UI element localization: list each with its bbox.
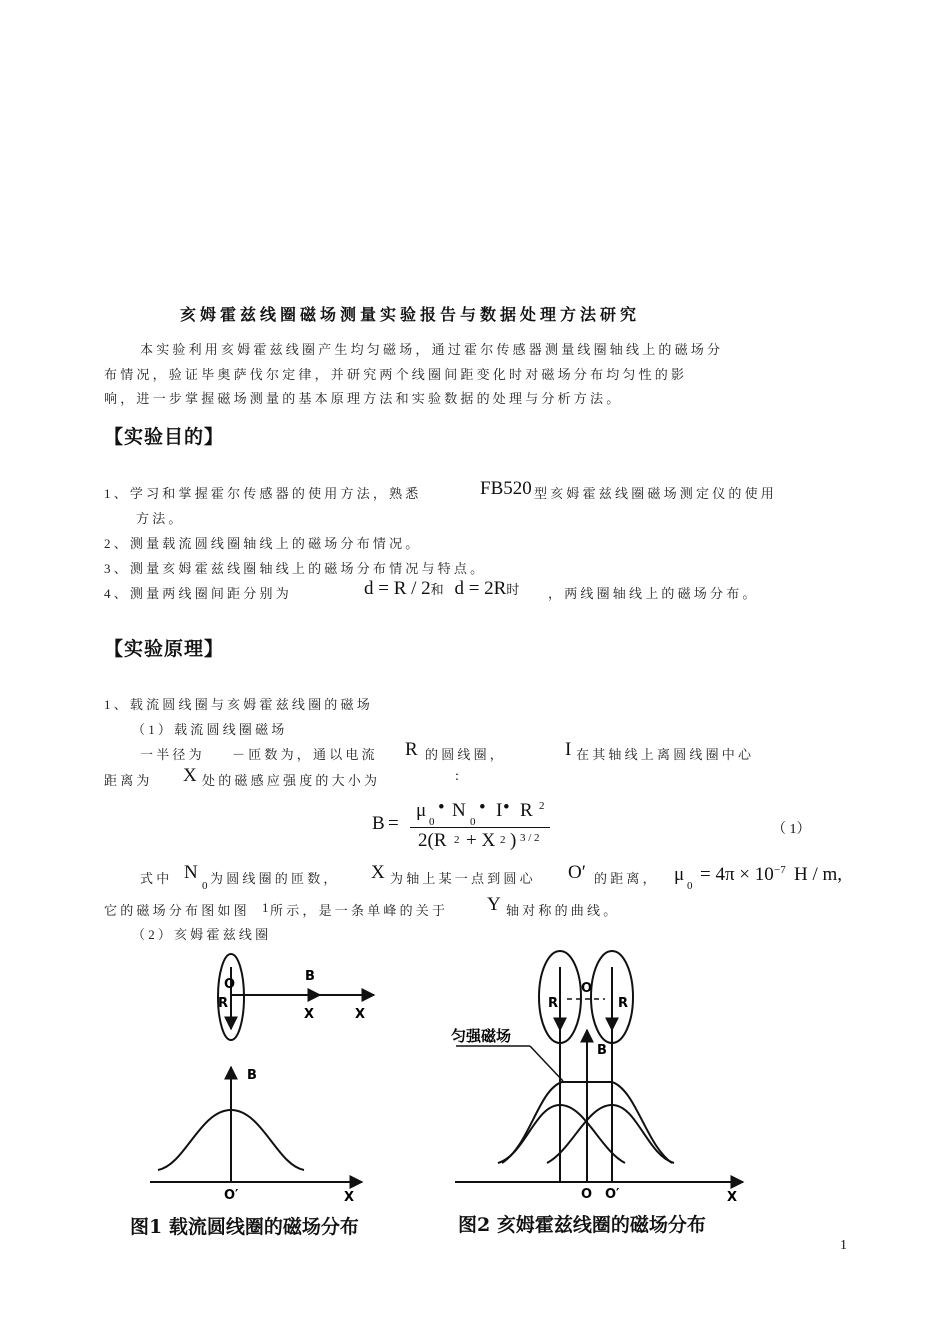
symbol-N0: N: [184, 862, 198, 883]
figure-1: [140, 945, 380, 1245]
intro-line-2: 布情况，验证毕奥萨伐尔定律，并研究两个线圈间距变化时对磁场分布均匀性的影: [104, 368, 688, 383]
objective-1-text-a: 、学习和掌握霍尔传感器的使用方法，熟悉: [113, 487, 422, 502]
symbol-X: X: [183, 765, 197, 786]
intro-line-3: 响，进一步掌握磁场测量的基本原理方法和实验数据的处理与分析方法。: [104, 392, 623, 407]
mu0-unit: H / m,: [794, 864, 843, 885]
principle-1b-b: －匝数为，通以电流: [232, 748, 378, 763]
principle-1c-a: 距离为: [104, 774, 153, 789]
principle-1b-heading: （2）亥姆霍兹线圈: [132, 927, 272, 943]
spacing-formula: d = R / 2和 d = 2R时: [364, 578, 520, 599]
figure-2-caption: 图2 亥姆霍兹线圈的磁场分布: [458, 1214, 706, 1236]
objective-2: 2、测量载流圆线圈轴线上的磁场分布情况。: [104, 536, 422, 552]
figure-2: [450, 945, 750, 1245]
objective-1-text-b: 型亥姆霍兹线圈磁场测定仪的使用: [534, 487, 778, 502]
symbol-R: R: [405, 739, 418, 760]
symbol-mu0: μ: [674, 864, 685, 885]
fig2-label-B: B: [597, 1043, 607, 1058]
figure-1-caption: 图1 载流圆线圈的磁场分布: [130, 1216, 359, 1238]
fig2-label-R-right: R: [618, 996, 629, 1011]
objective-3: 3、测量亥姆霍兹线圈轴线上的磁场分布情况与特点。: [104, 561, 487, 577]
fig1-label-R: R: [218, 996, 229, 1011]
objective-1-number: 1: [104, 486, 114, 501]
formula-mu: μ: [416, 800, 427, 821]
objective-1-continued: 方法。: [136, 512, 185, 527]
fig1-label-O: O: [224, 977, 236, 992]
fig1-label-X1: X: [304, 1007, 315, 1022]
symbol-Y: Y: [487, 894, 501, 915]
fig1-axis-O: O′: [224, 1188, 239, 1203]
symbol-X2: X: [371, 862, 385, 883]
formula-d-half-r: d = R / 2: [364, 578, 431, 599]
formula-1: B = μ 0 • N 0 • I • R 2 2(R 2 + X 2 ) 3 / 2: [372, 796, 562, 856]
principle-1b-a: 一半径为: [140, 748, 205, 763]
uniform-field-label: 匀强磁场: [451, 1027, 512, 1045]
principle-1c-b: 处的磁感应强度的大小为: [202, 774, 381, 789]
p3-c: 轴对称的曲线。: [506, 904, 620, 919]
objective-1: [104, 483, 422, 502]
fig2-axis-O-prime: O′: [605, 1187, 620, 1202]
objective-4: 4、测量两线圈间距分别为: [104, 586, 292, 602]
fig2-axis-X: X: [727, 1190, 738, 1205]
device-model: FB520: [480, 478, 532, 499]
principle-1b-d: 在其轴线上离圆线圈中心: [576, 748, 755, 763]
colon: :: [455, 769, 459, 784]
fig2-left-curve: [498, 1105, 625, 1163]
p2-c: 为轴上某一点到圆心: [390, 872, 536, 887]
fig2-label-R-left: R: [548, 996, 559, 1011]
page-number: 1: [840, 1238, 847, 1253]
intro-line-1: 本实验利用亥姆霍兹线圈产生均匀磁场，通过霍尔传感器测量线圈轴线上的磁场分: [140, 343, 724, 358]
mu0-value: = 4π × 10: [700, 864, 774, 885]
principle-1: 1、载流圆线圈与亥姆霍兹线圈的磁场: [104, 697, 373, 713]
fraction-bar: [410, 827, 550, 828]
objective-4-text-b: ，两线圈轴线上的磁场分布。: [548, 587, 759, 602]
fig2-axis-O: O: [581, 1187, 593, 1202]
fig1-label-B: B: [305, 969, 315, 984]
principle-1b-c: 的圆线圈，: [425, 748, 507, 763]
p2-a: 式中: [140, 872, 173, 887]
formula-d-two-r: d = 2R: [454, 578, 507, 599]
p3-b: 所示，是一条单峰的关于: [270, 904, 449, 919]
fig1-label-X2: X: [355, 1007, 366, 1022]
section-heading-principles: 【实验原理】: [104, 638, 225, 660]
page-title: 亥姆霍兹线圈磁场测量实验报告与数据处理方法研究: [180, 305, 641, 324]
formula-B: B: [372, 813, 385, 834]
p2-d: 的距离，: [594, 872, 659, 887]
fig1-axis-B: B: [247, 1068, 257, 1083]
fig1-axis-X: X: [344, 1190, 355, 1205]
symbol-I: I: [565, 739, 572, 760]
fig2-label-O: O: [581, 981, 593, 996]
formula-eq: =: [388, 813, 399, 834]
fig2-right-curve: [547, 1105, 674, 1163]
p2-b: 为圆线圈的匝数，: [210, 872, 340, 887]
section-heading-objectives: 【实验目的】: [104, 426, 225, 448]
formula-number: （ 1）: [772, 822, 811, 837]
p3-a: 它的磁场分布图如图: [104, 904, 250, 919]
principle-1a: （1）载流圆线圈磁场: [132, 722, 288, 738]
symbol-O-prime: O′: [568, 862, 586, 883]
